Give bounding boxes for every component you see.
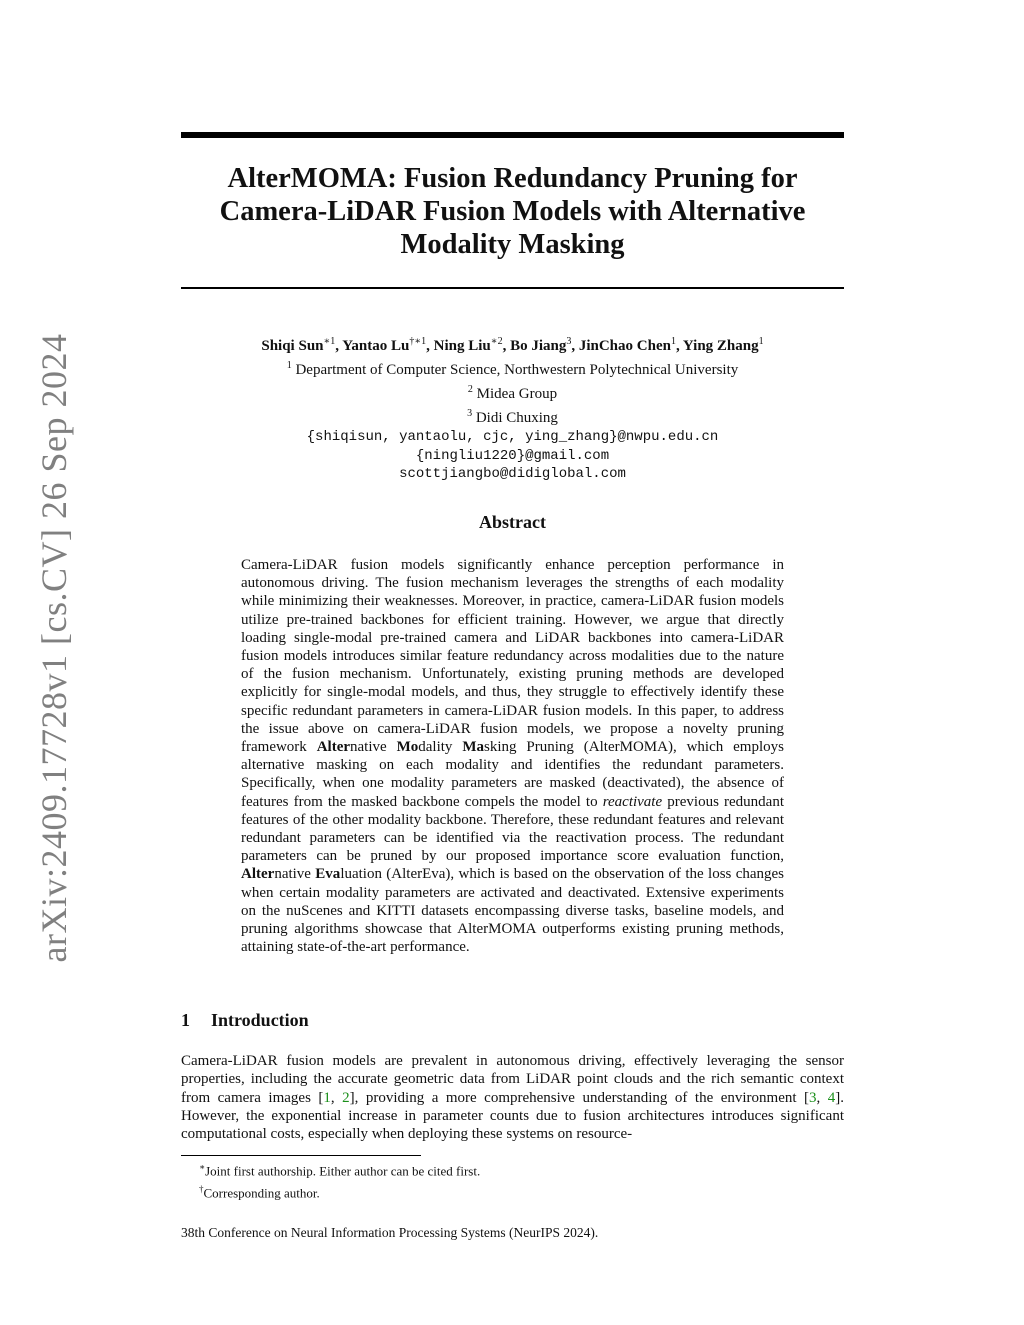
author-name: Ning Liu	[433, 338, 491, 354]
email-line[interactable]: scottjiangbo@didiglobal.com	[399, 466, 626, 482]
author-name: JinChao Chen	[578, 338, 671, 354]
author-affiliation-mark: 1	[670, 336, 676, 347]
abstract-heading: Abstract	[479, 512, 546, 532]
author-affiliation-mark: 1	[758, 336, 764, 347]
citation-link[interactable]: 3	[809, 1089, 817, 1106]
section-heading-introduction	[181, 1010, 309, 1031]
abstract-text: Camera-LiDAR fusion models significantly enhance perception performance in autonomous driving. The fusion mechanism leverages the strengths of each modality while minimizing their weaknesses. Moreover, in practice, camera-LiDAR fusion models utilize pre-trained backbones for efficient training. However, we argue that directly loading single-modal pre-trained camera and LiDAR backbones into camera-LiDAR fusion models introduces similar feature redundancy across modalities due to the nature of the fusion mechanism. Unfortunately, existing pruning methods are developed explicitly for single-modal models, and thus, they struggle to effectively identify these specific redundant parameters in camera-LiDAR fusion models. In this paper, to address the issue above on camera-LiDAR fusion models, we propose a novelty pruning framework Alternative Modality Masking Pruning (AlterMOMA), which employs alternative masking on each modality and identifies the redundant parameters. Specifically, when one modality parameters are masked (deactivated), the absence of features from the masked backbone compels the model to reactivate previous redundant features of the other modality backbone. Therefore, these redundant features and relevant redundant parameters can be identified via the reactivation process. The redundant parameters can be pruned by our proposed importance score evaluation function, Alternative Evaluation (AlterEva), which is based on the observation of the loss changes when certain modality parameters are activated and deactivated. Extensive experiments on the nuScenes and KITTI datasets encompassing diverse tasks, baseline models, and pruning algorithms showcase that AlterMOMA outperforms existing pruning methods, attaining state-of-the-art performance.	[241, 557, 785, 956]
title-line-2: Camera-LiDAR Fusion Models with Alternative	[219, 196, 806, 227]
author-name: Shiqi Sun	[261, 338, 324, 354]
title-line-3: Modality Masking	[400, 229, 625, 260]
citation-link[interactable]: 4	[827, 1089, 836, 1106]
email-line[interactable]: {shiqisun, yantaolu, cjc, ying_zhang}@nwpu.edu.cn	[306, 429, 719, 445]
title-bottom-rule	[181, 287, 844, 289]
affiliation-line: $^3$ Didi Chuxing	[467, 408, 558, 426]
arxiv-identifier[interactable]: arXiv:2409.17728v1 [cs.CV] 26 Sep 2024	[34, 333, 74, 963]
citation-link[interactable]: 2	[342, 1089, 350, 1106]
email-line[interactable]: {ningliu1220}@gmail.com	[415, 447, 610, 464]
footnote: ∗Joint first authorship. Either author can be cited first.	[199, 1162, 481, 1179]
footnotes	[199, 1158, 480, 1203]
section-number: 1	[181, 1010, 190, 1030]
venue-footer: 38th Conference on Neural Information Processing Systems (NeurIPS 2024).	[181, 1225, 599, 1240]
author-affiliation-mark: ∗2	[490, 336, 503, 347]
affiliation-line: $^2$ Midea Group	[467, 384, 558, 402]
introduction-paragraph: Camera-LiDAR fusion models are prevalent in autonomous driving, effectively leveraging the sensor properties, including the accurate geometric data from LiDAR point clouds and the rich semantic context from camera images [1, 2], providing a more comprehensive understanding of the environment [3, 4]. However, the exponential increase in parameter counts due to fusion architectures introduces significant computational costs, especially when deploying these systems on resource-	[181, 1053, 845, 1143]
author-affiliation-mark: ∗1	[323, 336, 336, 347]
title-line-1: AlterMOMA: Fusion Redundancy Pruning for	[227, 163, 798, 194]
affiliation-line: $^1$ Department of Computer Science, Northwestern Polytechnical University	[286, 360, 739, 378]
author-name: Ying Zhang	[682, 338, 759, 354]
footnote-rule	[181, 1155, 421, 1156]
title-top-rule	[181, 132, 844, 138]
author-affiliation-mark: 3	[566, 336, 572, 347]
author-list: Shiqi Sun$^{∗1}$, Yantao $Lu^{\dagger∗1}$, Ning Liu$^{∗2}$, Bo Jiang$^3$, JinChao Chen$^1$, Ying Zhang$^1$	[261, 336, 764, 354]
author-name: Yantao Lu	[342, 338, 410, 354]
author-affiliation-mark: †∗1	[409, 336, 427, 347]
citation-link[interactable]: 1	[323, 1089, 331, 1106]
section-title: Introduction	[211, 1010, 309, 1030]
author-name: Bo Jiang	[510, 338, 567, 354]
paper-title	[181, 162, 844, 261]
author-block	[181, 332, 844, 484]
footnote: †Corresponding author.	[199, 1184, 320, 1201]
